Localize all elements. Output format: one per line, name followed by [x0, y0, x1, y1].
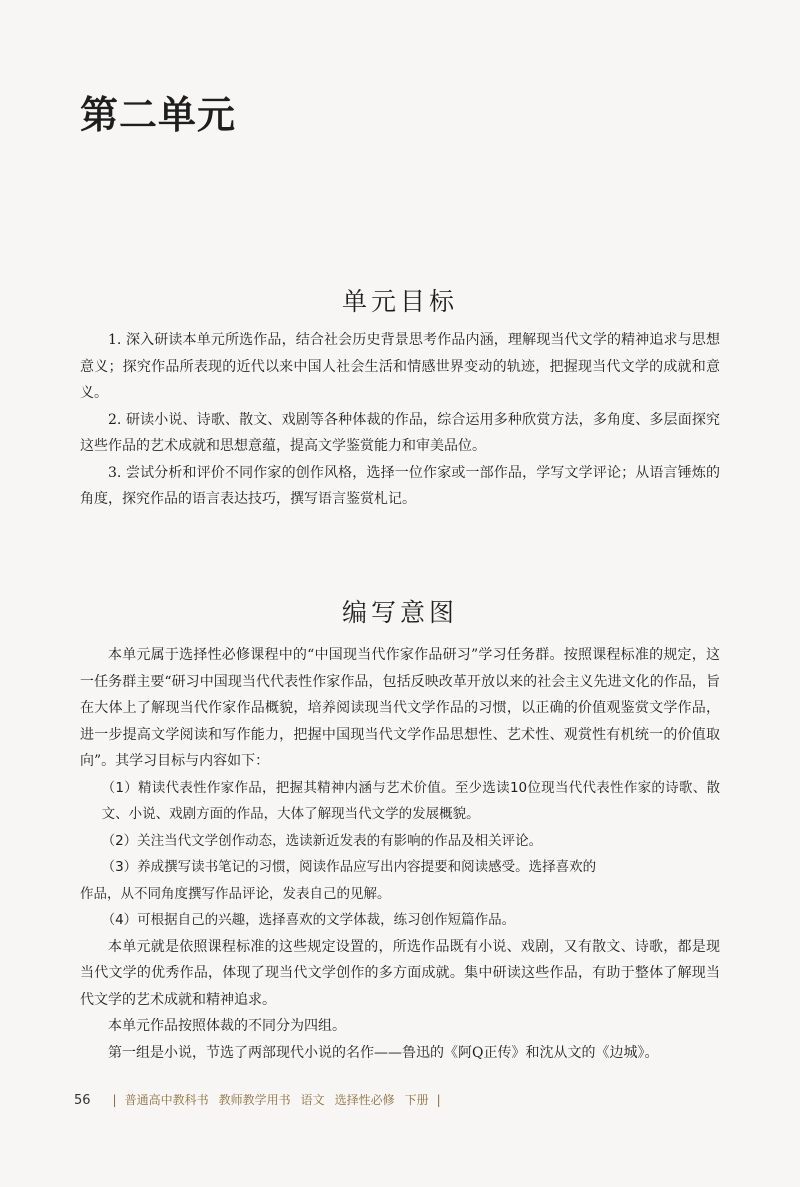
- goals-heading: 单元目标: [341, 287, 458, 316]
- goal-item: 1. 深入研读本单元所选作品，结合社会历史背景思考作品内涵，理解现当代文学的精神追求与思想意义；探究作品所表现的近代以来中国人社会生活和情感世界变动的轨迹，把握现当代文学的成就和意义。: [80, 332, 720, 401]
- goals-list: [80, 327, 720, 513]
- page-footer: [74, 1091, 449, 1108]
- goal-item: 3. 尝试分析和评价不同作家的创作风格，选择一位作家或一部作品，学写文学评论；从语言锤炼的角度，探究作品的语言表达技巧，撰写语言鉴赏札记。: [80, 464, 720, 507]
- body-paragraph: 本单元就是依照课程标准的这些规定设置的，所选作品既有小说、戏剧，又有散文、诗歌，都是现当代文学的优秀作品，体现了现当代文学创作的多方面成就。集中研读这些作品，有助于整体了解现当代文学的艺术成就和精神追求。: [80, 938, 720, 1008]
- body-paragraph: 本单元作品按照体裁的不同分为四组。: [108, 1018, 346, 1034]
- footer-subject: 语文: [300, 1093, 325, 1107]
- learning-goal-item: （2）关注当代文学创作动态，选读新近发表的有影响的作品及相关评论。: [101, 832, 543, 849]
- body-paragraph: 第一组是小说，节选了两部现代小说的名作——鲁迅的《阿Q正传》和沈从文的《边城》。: [108, 1044, 659, 1061]
- footer-book: 普通高中教科书: [124, 1093, 209, 1107]
- intent-heading: 编写意图: [341, 598, 458, 627]
- learning-goal-item: （4）可根据自己的兴趣，选择喜欢的文学体裁，练习创作短篇作品。: [101, 912, 516, 928]
- footer-divider: |: [436, 1093, 441, 1107]
- footer-volume: 下册: [404, 1093, 429, 1107]
- footer-divider: |: [112, 1093, 117, 1107]
- footer-course: 选择性必修: [334, 1093, 395, 1107]
- goal-item: 2. 研读小说、诗歌、散文、戏剧等各种体裁的作品，综合运用多种欣赏方法，多角度、多层面探究这些作品的艺术成就和思想意蕴，提高文学鉴赏能力和审美品位。: [80, 411, 720, 454]
- unit-title: 第二单元: [80, 92, 237, 137]
- learning-goal-item: （3）养成撰写读书笔记的习惯，阅读作品应写出内容提要和阅读感受。选择喜欢的: [101, 859, 597, 875]
- learning-goal-item-continuation: 作品，从不同角度撰写作品评论，发表自己的见解。: [80, 885, 391, 902]
- footer-book-type: 教师教学用书: [218, 1093, 291, 1107]
- intent-intro-paragraph: 本单元属于选择性必修课程中的“中国现当代作家作品研习”学习任务群。按照课程标准的规定，这一任务群主要“研习中国现当代代表性作家作品，包括反映改革开放以来的社会主义先进文化的作品，旨在大体上了解现当代作家作品概貌，培养阅读现当代文学作品的习惯，以正确的价值观鉴赏文学作品，进一步提高文学阅读和写作能力，把握中国现当代文学作品思想性、艺术性、观赏性有机统一的价值取向”。其学习目标与内容如下：: [80, 647, 720, 769]
- intent-body: [80, 642, 720, 1066]
- learning-goal-item: （1）精读代表性作家作品，把握其精神内涵与艺术价值。至少选读10位现当代代表性作家的诗歌、散文、小说、戏剧方面的作品，大体了解现当代文学的发展概貌。: [101, 779, 720, 822]
- page-number: 56: [74, 1093, 91, 1108]
